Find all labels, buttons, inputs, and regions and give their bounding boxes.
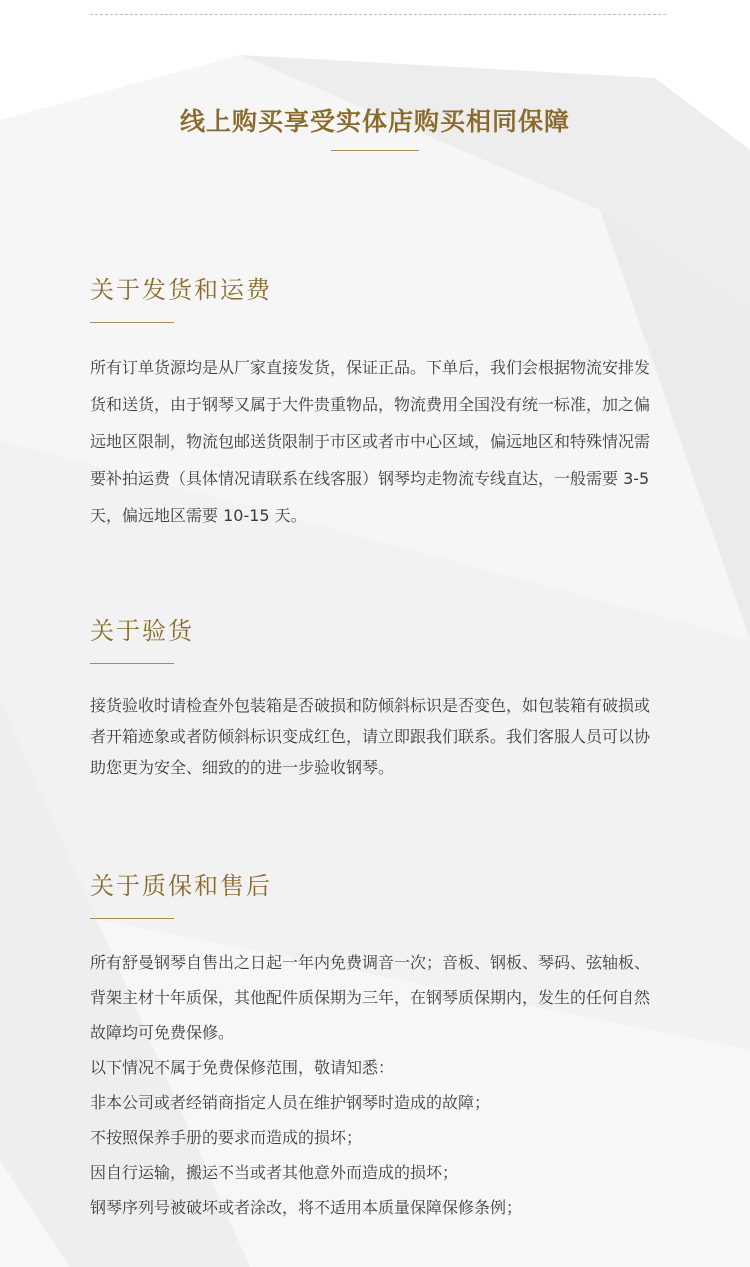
title-underline — [331, 150, 419, 151]
section-paragraph: 非本公司或者经销商指定人员在维护钢琴时造成的故障； — [90, 1093, 491, 1112]
section-paragraph: 钢琴序列号被破坏或者涂改，将不适用本质量保障保修条例； — [90, 1198, 523, 1217]
section-paragraph: 所有舒曼钢琴自售出之日起一年内免费调音一次；音板、钢板、琴码、弦轴板、背架主材十年质保，其他配件质保期为三年，在钢琴质保期内，发生的任何自然故障均可免费保修。 — [90, 953, 651, 1042]
section-underline — [90, 663, 174, 664]
section-paragraph: 接货验收时请检查外包装箱是否破损和防倾斜标识是否变色，如包装箱有破损或者开箱迹象或者防倾斜标识变成红色，请立即跟我们联系。我们客服人员可以协助您更为安全、细致的的进一步验收钢琴。 — [90, 696, 651, 777]
section-paragraph: 因自行运输，搬运不当或者其他意外而造成的损坏； — [90, 1163, 459, 1182]
section-paragraph: 所有订单货源均是从厂家直接发货，保证正品。下单后，我们会根据物流安排发货和送货，由于钢琴又属于大件贵重物品，物流费用全国没有统一标准，加之偏远地区限制，物流包邮送货限制于市区或者市中心区域，偏远地区和特殊情况需要补拍运费（具体情况请联系在线客服）钢琴均走物流专线直达，一般需要 3-5 天，偏远地区需要 10-15 天。 — [90, 358, 651, 525]
section-underline — [90, 918, 174, 919]
section-warranty — [90, 869, 665, 1225]
section-title-warranty: 关于质保和售后 — [90, 872, 272, 900]
top-dashed-divider — [90, 14, 666, 15]
section-inspection — [90, 614, 665, 783]
section-shipping — [90, 273, 665, 534]
section-paragraph: 以下情况不属于免费保修范围，敬请知悉： — [90, 1058, 395, 1077]
page-title: 线上购买享受实体店购买相同保障 — [179, 107, 570, 136]
section-title-shipping: 关于发货和运费 — [90, 276, 272, 304]
section-underline — [90, 322, 174, 323]
section-title-inspection: 关于验货 — [90, 617, 194, 645]
section-paragraph: 不按照保养手册的要求而造成的损坏； — [90, 1128, 363, 1147]
